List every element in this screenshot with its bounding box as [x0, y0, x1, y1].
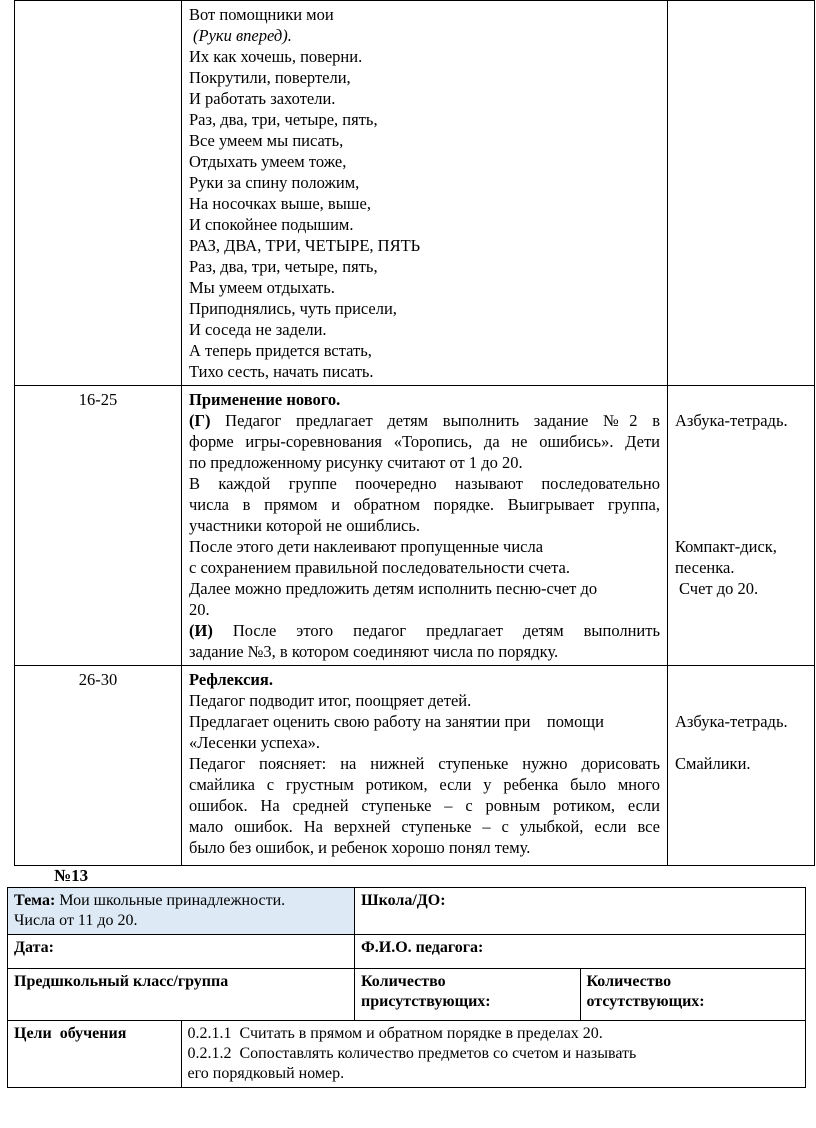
- resource-item: Азбука-тетрадь.: [675, 411, 788, 430]
- poem-line: А теперь придется встать,: [189, 341, 372, 360]
- text-line: мало ошибок. На верхней ступеньке – с улыбкой, если все: [189, 817, 660, 836]
- school-cell: [355, 888, 806, 935]
- table-row: [8, 1021, 806, 1088]
- time-cell: [15, 1, 182, 386]
- school-label: Школа/ДО:: [361, 892, 446, 909]
- absent-label: отсутствующих:: [586, 993, 705, 1010]
- resource-item: Азбука-тетрадь.: [675, 712, 788, 731]
- text-line: было без ошибок, и ребенок хорошо понял тему.: [189, 838, 531, 857]
- exercise-poem-cell: [182, 1, 668, 386]
- lesson-header-table: [7, 887, 806, 1088]
- poem-line: Раз, два, три, четыре, пять,: [189, 110, 378, 129]
- absent-cell: [580, 969, 806, 1021]
- table-row: [15, 1, 815, 386]
- poem-line: Приподнялись, чуть присели,: [189, 299, 397, 318]
- teacher-cell: [355, 935, 806, 969]
- topic-line: Числа от 11 до 20.: [14, 912, 138, 929]
- poem-line: Вот помощники мои: [189, 5, 334, 24]
- present-label: Количество: [361, 973, 446, 990]
- lesson-plan-table: [14, 0, 815, 866]
- poem-line: Тихо сесть, начать писать.: [189, 362, 374, 381]
- text-line: числа в прямом и обратном порядке. Выигрывает группа,: [189, 495, 660, 514]
- text-line: по предложенному рисунку считают от 1 до 20.: [189, 453, 523, 472]
- poem-line: Раз, два, три, четыре, пять,: [189, 257, 378, 276]
- goal-item: 0.2.1.2 Сопоставлять количество предметов со счетом и называть: [187, 1045, 637, 1062]
- table-row: [8, 969, 806, 1021]
- table-row: [15, 386, 815, 666]
- table-row: [8, 888, 806, 935]
- activity-cell: [182, 666, 668, 866]
- resource-item: Смайлики.: [675, 754, 751, 773]
- activity-cell: [182, 386, 668, 666]
- topic-label: Тема:: [14, 892, 56, 909]
- poem-line: Их как хочешь, поверни.: [189, 47, 363, 66]
- poem-line: РАЗ, ДВА, ТРИ, ЧЕТЫРЕ, ПЯТЬ: [189, 236, 421, 255]
- spacer: [189, 858, 660, 862]
- present-label: присутствующих:: [361, 993, 491, 1010]
- poem-line: На носочках выше, выше,: [189, 194, 371, 213]
- table-row: [15, 666, 815, 866]
- time-cell: 16-25: [15, 386, 182, 666]
- goal-item: 0.2.1.1 Считать в прямом и обратном порядке в пределах 20.: [187, 1025, 603, 1042]
- text-line: Педагог поясняет: на нижней ступеньке нужно дорисовать: [189, 754, 660, 773]
- present-cell: [355, 969, 581, 1021]
- resources-cell: [668, 1, 815, 386]
- topic-cell: [8, 888, 355, 935]
- text-line: Педагог подводит итог, поощряет детей.: [189, 691, 472, 710]
- text-fragment: После этого педагог предлагает детям выполнить: [232, 621, 661, 640]
- goal-item: его порядковый номер.: [187, 1065, 345, 1082]
- text-line: задание №3, в котором соединяют числа по порядку.: [189, 642, 559, 661]
- group-mark: (Г): [189, 411, 211, 430]
- poem-line: Отдыхать умеем тоже,: [189, 152, 347, 171]
- text-line: смайлика с грустным ротиком, если у ребенка было много: [189, 775, 660, 794]
- class-label: Предшкольный класс/группа: [14, 973, 229, 990]
- resources-cell: [668, 666, 815, 866]
- stage-heading: Применение нового.: [189, 390, 341, 409]
- poem-line: Мы умеем отдыхать.: [189, 278, 335, 297]
- stage-heading: Рефлексия.: [189, 670, 273, 689]
- resource-item: Счет до 20.: [679, 579, 759, 598]
- text-line: с сохранением правильной последовательности счета.: [189, 558, 570, 577]
- date-cell: [8, 935, 355, 969]
- spacer: [675, 389, 807, 410]
- text-line: 20.: [189, 600, 210, 619]
- teacher-label: Ф.И.О. педагога:: [361, 939, 484, 956]
- poem-line: Руки за спину положим,: [189, 173, 360, 192]
- goals-label-cell: [8, 1021, 182, 1088]
- topic-line: [14, 891, 348, 911]
- spacer: [675, 669, 807, 711]
- time-cell: 26-30: [15, 666, 182, 866]
- goals-cell: [181, 1021, 806, 1088]
- text-line: форме игры-соревнования «Торопись, да не ошибись». Дети: [189, 432, 660, 451]
- goals-label: Цели обучения: [14, 1025, 127, 1042]
- spacer: [675, 732, 807, 753]
- text-line: ошибок. На средней ступеньке – с ровным ротиком, если: [189, 796, 660, 815]
- resource-item: Компакт-диск,: [675, 537, 777, 556]
- text-line: участники которой не ошиблись.: [189, 516, 421, 535]
- text-line: «Лесенки успеха».: [189, 733, 320, 752]
- class-cell: [8, 969, 355, 1021]
- table-row: [8, 935, 806, 969]
- lesson-number: №13: [54, 866, 89, 885]
- text-fragment: Педагог предлагает детям выполнить задание №2 в: [225, 411, 660, 430]
- date-label: Дата:: [14, 939, 54, 956]
- poem-line: Все умеем мы писать,: [189, 131, 344, 150]
- text-line: Предлагает оценить свою работу на занятии при помощи: [189, 712, 604, 731]
- poem-line: Покрутили, повертели,: [189, 68, 351, 87]
- text-line: [189, 410, 660, 431]
- individual-mark: (И): [189, 621, 213, 640]
- absent-label: Количество: [586, 973, 672, 990]
- resources-cell: [668, 386, 815, 666]
- poem-line: И соседа не задели.: [189, 320, 327, 339]
- topic-text: Мои школьные принадлежности.: [55, 892, 286, 909]
- text-line: Далее можно предложить детям исполнить песню-счет до: [189, 579, 598, 598]
- spacer: [675, 431, 807, 536]
- text-line: [189, 620, 660, 641]
- text-line: В каждой группе поочередно называют последовательно: [189, 474, 660, 493]
- poem-line: И работать захотели.: [189, 89, 336, 108]
- resource-item: песенка.: [675, 558, 735, 577]
- poem-line: И спокойнее подышим.: [189, 215, 354, 234]
- poem-line: (Руки вперед).: [193, 26, 292, 45]
- text-line: После этого дети наклеивают пропущенные числа: [189, 537, 544, 556]
